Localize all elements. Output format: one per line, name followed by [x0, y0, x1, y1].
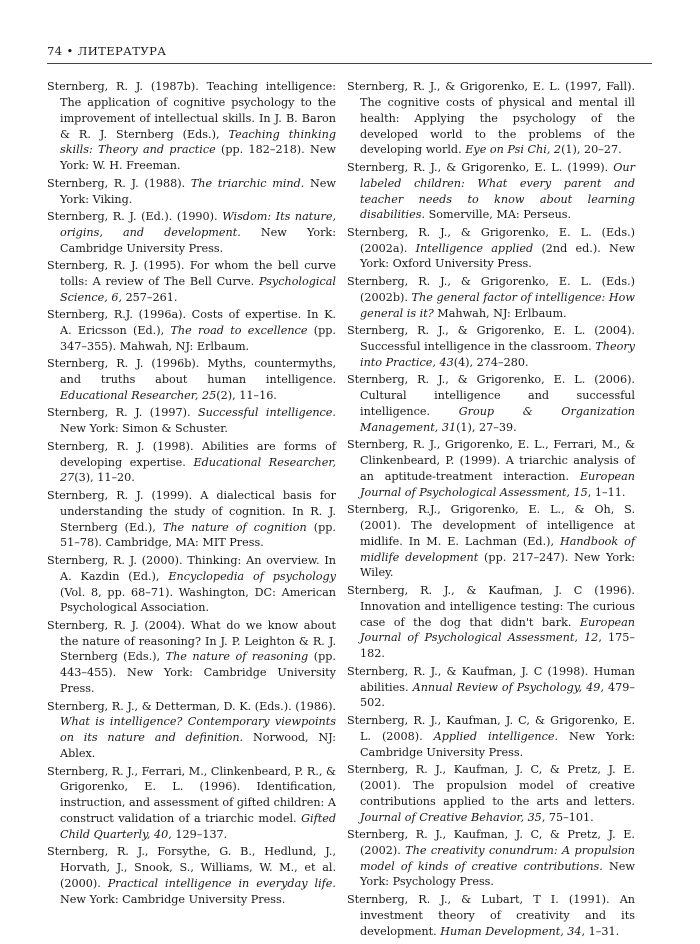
reference-entry — [47, 844, 336, 907]
reference-text: Sternberg, R. J., & Grigorenko, E. L. (1997, Fall). The cognitive costs of physical and mental ill health: Applying the psychology of the developed world to the problems of the developing world. — [347, 80, 635, 157]
reference-entry — [347, 502, 635, 581]
reference-title: Wisdom: Its nature, origins, and development. — [60, 209, 337, 239]
reference-text: (Vol. 8, pp. 68–71). Washington, DC: American Psychological Association. — [60, 585, 336, 615]
reference-entry — [347, 160, 635, 223]
reference-title: The triarchic mind. — [190, 176, 305, 190]
reference-text: Sternberg, R. J. (1987b). Teaching intelligence: The application of cognitive psychology to the improvement of intellectual skills. In J. B. Baron & R. J. Sternberg (Eds.), — [47, 80, 336, 141]
reference-title: Intelligence applied — [415, 241, 534, 255]
reference-entry — [347, 827, 635, 890]
reference-entry — [347, 762, 635, 825]
reference-entry — [47, 79, 336, 174]
reference-title: Journal of Creative Behavior, 35 — [360, 810, 542, 824]
reference-text: Sternberg, R. J., & Grigorenko, E. L. (2004). Successful intelligence in the classroom. — [347, 324, 635, 353]
left-column — [47, 79, 336, 909]
reference-text: , 1–11. — [587, 485, 626, 499]
reference-entry — [47, 553, 336, 616]
reference-title: Successful intelligence. — [198, 406, 336, 420]
reference-text: , 175–182. — [360, 631, 636, 661]
reference-text: (pp. 217–247). New York: Wiley. — [360, 550, 635, 580]
reference-text: Sternberg, R. J. (Ed.). (1990). — [47, 209, 223, 223]
reference-text: Sternberg, R. J., & Kaufman, J. C (1998). Human abilities. — [347, 664, 635, 694]
reference-text: Sternberg, R. J., Kaufman, J. C, & Pretz, J. E. (2001). The propulsion model of creative contributions applied to the arts and letters. — [347, 762, 635, 808]
reference-title: The general factor of intelligence: How general is it? — [360, 290, 635, 320]
reference-text: Sternberg, R. J. (1995). For whom the bell curve tolls: A review of The Bell Curve. — [47, 259, 336, 288]
reference-title: Teaching thinking skills: Theory and practice — [60, 127, 336, 157]
reference-entry — [347, 323, 635, 371]
reference-entry — [347, 79, 635, 158]
reference-title: Applied intelligence. — [433, 729, 559, 743]
reference-entry — [347, 583, 635, 662]
reference-entry — [47, 307, 336, 355]
reference-title: The road to excellence — [170, 324, 308, 338]
reference-text: New York: Simon & Schuster. — [60, 422, 228, 436]
reference-text: Sternberg, R.J. (1996a). Costs of expertise. In K. A. Ericsson (Ed.), — [47, 308, 336, 338]
reference-entry — [347, 664, 635, 712]
reference-text: (2), 11–16. — [216, 389, 277, 402]
reference-text: Sternberg, R. J. (2000). Thinking: An overview. In A. Kazdin (Ed.), — [47, 553, 336, 583]
reference-entry — [47, 405, 336, 437]
reference-title: Theory into Practice, 43 — [360, 339, 635, 369]
reference-title: Our labeled children: What every parent and teacher needs to know about learning disabilities. — [360, 160, 635, 222]
reference-entry — [47, 176, 336, 208]
reference-text: (pp. 443–455). New York: Cambridge University Press. — [60, 650, 336, 696]
reference-text: New York: Viking. — [60, 176, 336, 206]
reference-title: Eye on Psi Chi, 2 — [465, 143, 562, 157]
reference-text: , 257–261. — [118, 290, 178, 304]
reference-text: Sternberg, R.J., Grigorenko, E. L., & Oh, S. (2001). The development of intelligence at midlife. In M. E. Lachman (Ed.), — [347, 503, 635, 548]
reference-title: Educational Researcher, 27 — [60, 455, 336, 485]
reference-text: Sternberg, R. J., Forsythe, G. B., Hedlund, J., Horvath, J., Snook, S., Williams, W. M., et al. (2000). — [47, 845, 336, 891]
page-number: 74 — [47, 44, 63, 58]
reference-entry — [47, 764, 336, 843]
reference-title: The nature of reasoning — [165, 650, 309, 664]
reference-text: Somerville, MA: Perseus. — [425, 208, 572, 222]
reference-entry — [347, 713, 635, 761]
reference-text: (pp. 51–78). Cambridge, MA: MIT Press. — [60, 520, 336, 550]
reference-text: , 75–101. — [541, 810, 594, 824]
reference-entry — [47, 488, 336, 551]
reference-title: Psychological Science, 6 — [60, 274, 336, 304]
reference-title: Encyclopedia of psychology — [168, 569, 336, 583]
reference-text: (1), 20–27. — [561, 143, 622, 157]
reference-title: Annual Review of Psychology, 49 — [412, 680, 601, 694]
reference-entry — [347, 892, 635, 940]
reference-entry — [347, 225, 635, 273]
reference-text: Sternberg, R. J. (1997). — [47, 406, 199, 420]
running-header — [47, 44, 652, 58]
reference-text: Sternberg, R. J. (1999). A dialectical basis for understanding the study of cognition. In R. J. Sternberg (Ed.), — [47, 488, 336, 534]
header-rule — [47, 63, 652, 64]
reference-entry — [47, 209, 336, 257]
reference-title: Gifted Child Quarterly, 40 — [60, 812, 336, 841]
section-title: ЛИТЕРАТУРА — [77, 44, 167, 58]
reference-text: (1), 27–39. — [456, 420, 517, 434]
reference-title: The nature of cognition — [162, 520, 307, 534]
reference-entry — [47, 258, 336, 306]
reference-text: Sternberg, R. J. (2004). What do we know about the nature of reasoning? In J. P. Leighton & R. J. Sternberg (Eds.), — [47, 618, 336, 664]
reference-text: Sternberg, R. J., Grigorenko, E. L., Ferrari, M., & Clinkenbeard, P. (1999). A triarchic analysis of an aptitude-treatment interaction. — [347, 438, 635, 483]
reference-text: Sternberg, R. J., Ferrari, M., Clinkenbeard, P. R., & Grigorenko, E. L. (1996). Identification, instruction, and assessment of gifted children: A construct validation of a triarchic model. — [47, 764, 336, 826]
reference-text: Sternberg, R. J., Kaufman, J. C, & Grigorenko, E. L. (2008). — [347, 713, 635, 743]
reference-entry — [47, 356, 336, 404]
reference-text: (pp. 347–355). Mahwah, NJ: Erlbaum. — [60, 324, 336, 353]
reference-text: Sternberg, R. J., & Grigorenko, E. L. (1999). — [347, 160, 614, 174]
reference-entry — [347, 372, 635, 435]
right-column — [347, 79, 635, 941]
reference-text: , 479–502. — [360, 680, 636, 710]
reference-text: Sternberg, R. J. (1988). — [47, 176, 191, 190]
reference-title: European Journal of Psychological Assessment, 12 — [360, 615, 635, 645]
reference-title: Educational Researcher, 25 — [60, 389, 217, 402]
reference-title: European Journal of Psychological Assessment, 15 — [360, 469, 635, 499]
reference-text: Sternberg, R. J., & Kaufman, J. C (1996). Innovation and intelligence testing: The curious case of the dog that didn't bark. — [347, 583, 635, 629]
reference-title: Practical intelligence in everyday life. — [107, 877, 336, 891]
reference-text: New York: Cambridge University Press. — [360, 729, 635, 759]
reference-text: (2nd ed.). New York: Oxford University Press. — [360, 241, 636, 271]
reference-title: Human Development, 34 — [440, 924, 582, 938]
reference-text: Sternberg, R. J., & Detterman, D. K. (Eds.). (1986). — [47, 699, 336, 713]
reference-text: Sternberg, R. J., Kaufman, J. C, & Pretz, J. E. (2002). — [347, 827, 635, 857]
reference-title: The creativity conundrum: A propulsion model of kinds of creative contributions. — [360, 843, 635, 873]
header-bullet: • — [66, 44, 74, 58]
reference-text: , 129–137. — [168, 827, 228, 841]
reference-text: Sternberg, R. J., & Grigorenko, E. L. (Eds.) (2002b). — [347, 274, 635, 304]
reference-text: Norwood, NJ: Ablex. — [60, 731, 336, 761]
reference-entry — [347, 437, 635, 500]
reference-entry — [47, 699, 336, 762]
reference-text: (4), 274–280. — [453, 355, 529, 369]
reference-text: (pp. 182–218). New York: W. H. Freeman. — [60, 143, 336, 173]
reference-text: Sternberg, R. J. (1996b). Myths, countermyths, and truths about human intelligence. — [47, 357, 336, 387]
reference-title: What is intelligence? Contemporary viewpoints on its nature and definition. — [60, 715, 336, 745]
reference-text: New York: Cambridge University Press. — [60, 892, 286, 906]
reference-text: New York: Psychology Press. — [360, 859, 635, 889]
reference-text: Sternberg, R. J., & Grigorenko, E. L. (2006). Cultural intelligence and successful intelligence. — [347, 373, 635, 418]
reference-text: (3), 11–20. — [74, 471, 135, 485]
reference-title: Group & Organization Management, 31 — [360, 404, 636, 434]
reference-text: Mahwah, NJ: Erlbaum. — [433, 306, 567, 320]
reference-text: Sternberg, R. J., & Grigorenko, E. L. (Eds.) (2002a). — [347, 225, 635, 255]
reference-text: Sternberg, R. J., & Lubart, T I. (1991). An investment theory of creativity and its development. — [347, 892, 635, 938]
reference-title: Handbook of midlife development — [360, 534, 635, 564]
reference-entry — [47, 439, 336, 487]
reference-text: Sternberg, R. J. (1998). Abilities are forms of developing expertise. — [47, 439, 336, 469]
reference-text: New York: Cambridge University Press. — [60, 225, 336, 255]
reference-entry — [347, 274, 635, 322]
reference-text: , 1–31. — [581, 924, 620, 938]
reference-entry — [47, 618, 336, 697]
